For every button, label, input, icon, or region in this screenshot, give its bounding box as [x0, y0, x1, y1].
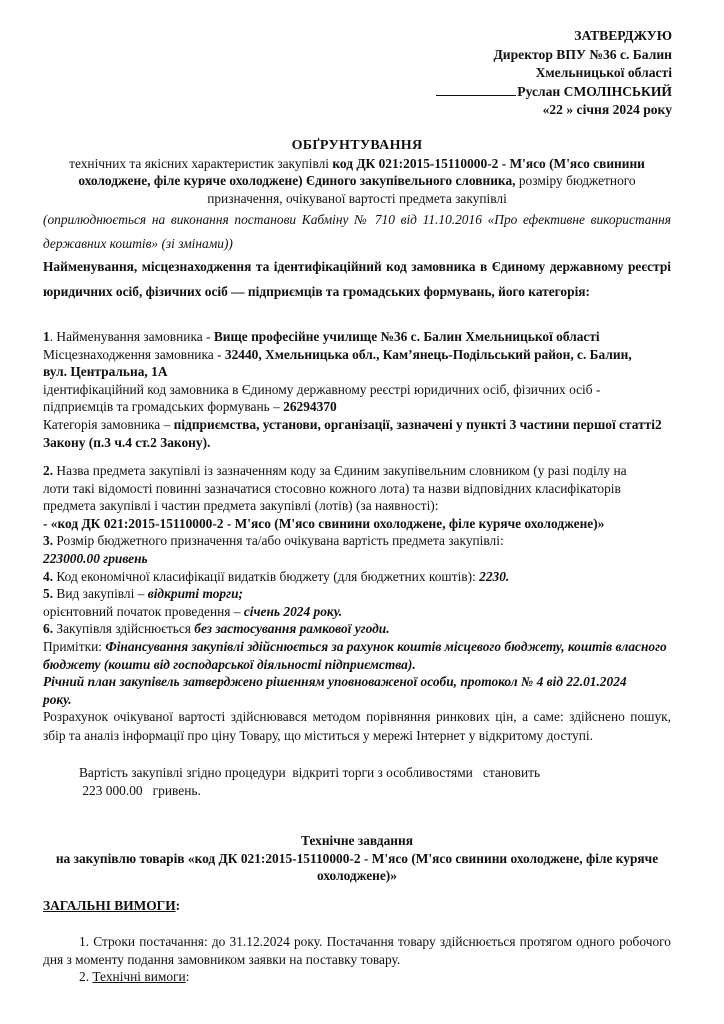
item-5	[43, 585, 671, 603]
item-number: 4.	[43, 568, 54, 584]
start-value: січень 2024 року.	[243, 603, 343, 619]
item-3	[43, 532, 671, 550]
item-number: 6.	[43, 621, 54, 637]
item-6	[43, 620, 671, 638]
economic-code: 2230.	[479, 568, 510, 584]
customer-category	[43, 416, 671, 451]
document-title: ОБҐРУНТУВАННЯ	[291, 138, 423, 153]
item-2	[43, 462, 655, 515]
approval-title: ЗАТВЕРДЖУЮ	[574, 28, 672, 43]
tech-spec-title: Технічне завдання	[301, 833, 413, 848]
document-header	[43, 137, 671, 207]
cost-line-1: Вартість закупівлі згідно процедури відкриті торги з особливостями становить	[79, 765, 541, 780]
start-date	[43, 603, 671, 621]
signature-line	[436, 83, 516, 96]
general-heading-text: ЗАГАЛЬНІ ВИМОГИ	[43, 898, 176, 913]
requirements-list	[43, 933, 671, 986]
general-heading-colon: :	[175, 898, 181, 913]
code-label: ідентифікаційний код замовника в Єдиному державному реєстрі юридичних осіб, фізичних осіб - підприємців та громадських формувань –	[43, 381, 601, 415]
cost-summary	[79, 764, 679, 799]
item-number: 5.	[43, 586, 54, 602]
subtitle-pre: технічних та якісних характеристик закупівлі	[69, 155, 333, 171]
general-requirements-heading	[43, 897, 671, 915]
framework-value: без застосування рамкової угоди.	[194, 621, 390, 637]
customer-code	[43, 381, 663, 416]
notes	[43, 638, 671, 673]
approval-block	[436, 27, 672, 120]
item-text: Закупівля здійснюється	[53, 621, 195, 637]
location-label: Місцезнаходження замовника -	[43, 346, 225, 362]
subtitle-post: розміру бюджетного призначення, очікуваної вартості предмета закупівлі	[207, 173, 636, 206]
approver-name: Руслан СМОЛІНСЬКИЙ	[517, 83, 672, 99]
requirement-2	[43, 968, 671, 986]
item-number: 1	[43, 329, 50, 344]
requirement-label: Технічні вимоги	[92, 969, 186, 985]
start-label: орієнтовний початок проведення –	[43, 603, 244, 619]
approval-position: Директор ВПУ №36 с. Балин	[493, 46, 672, 62]
approval-date: «22 » січня 2024 року	[542, 102, 672, 118]
category-label: Категорія замовника –	[43, 416, 174, 432]
notes-value: Фінансування закупівлі здійснюється за рахунок коштів місцевого бюджету, коштів власного бюджету (кошти від господарської діяльності підприємства).	[43, 638, 667, 672]
requirement-1: 1. Строки постачання: до 31.12.2024 року. Постачання товару здійснюється протягом одного робочого дня з моменту подання замовником заявки на поставку товару.	[43, 934, 671, 967]
cost-calculation: Розрахунок очікуваної вартості здійснювався методом порівняння ринкових цін, а саме: здійснено пошук, збір та аналіз інформації про ціну Товару, що міститься у мережі Інтернет у відкритому доступі.	[43, 709, 671, 743]
section-heading: Найменування, місцезнаходження та ідентифікаційний код замовника в Єдиному державному реєстрі юридичних осіб, фізичних осіб — підприємців та громадських формувань, його категорія:	[43, 259, 671, 299]
notes-label: Примітки:	[43, 638, 106, 654]
item-text: Вид закупівлі –	[53, 586, 148, 602]
tech-spec-subtitle: на закупівлю товарів «код ДК 021:2015-15110000-2 - М'ясо (М'ясо свинини охолоджене, філе куряче охолоджене)»	[55, 850, 659, 884]
subtitle-code: код ДК 021:2015-15110000-2 - М'ясо (М'ясо свинини охолоджене, філе куряче охолоджене) Єдиного закупівельного словника,	[78, 155, 645, 189]
item-text: Код економічної класифікації видатків бюджету (для бюджетних коштів):	[53, 568, 480, 584]
customer-info	[43, 328, 671, 451]
requirement-colon: :	[185, 969, 190, 985]
item-text: Розмір бюджетного призначення та/або очікувана вартість предмета закупівлі:	[53, 533, 504, 549]
code-value: 26294370	[283, 399, 337, 415]
item-text: Назва предмета закупівлі із зазначенням коду за Єдиним закупівельним словником (у разі поділу на лоти такі відомості повинні зазначатися стосовно кожного лота) та назви відповідних класифікаторів предмета закупівлі і частин предмета закупівлі (лотів) (за наявності):	[43, 463, 627, 514]
customer-name: Вище професійне училище №36 с. Балин Хмельницької області	[213, 329, 600, 344]
document-note: (оприлюднюється на виконання постанови Кабміну № 710 від 11.10.2016 «Про ефективне використання державних коштів» (зі змінами))	[43, 212, 671, 251]
annual-plan: Річний план закупівель затверджено рішенням уповноваженої особи, протокол № 4 від 22.01.2024 року.	[43, 674, 627, 707]
procurement-type: відкриті торги;	[147, 586, 243, 602]
cost-line-2: 223 000.00 гривень.	[79, 782, 201, 798]
document-subtitle	[43, 155, 671, 208]
approval-signature	[436, 83, 672, 102]
location-value: 32440, Хмельницька обл., Кам’янець-Подільський район, с. Балин, вул. Центральна, 1А	[43, 346, 632, 380]
requirement-number: 2.	[79, 969, 93, 985]
customer-location	[43, 346, 643, 381]
budget-value: 223000.00 гривень	[43, 550, 148, 566]
item-number: 3.	[43, 533, 54, 549]
category-value: підприємства, установи, організації, зазначені у пункті 3 частини першої статті2 Закону (п.3 ч.4 ст.2 Закону).	[43, 416, 662, 450]
procurement-details	[43, 462, 671, 745]
item-4	[43, 568, 671, 586]
approval-region: Хмельницької області	[535, 65, 672, 81]
item-label: . Найменування замовника -	[49, 329, 214, 344]
item-number: 2.	[43, 463, 54, 478]
procurement-subject: - «код ДК 021:2015-15110000-2 - М'ясо (М'ясо свинини охолоджене, філе куряче охолоджене)»	[43, 515, 605, 531]
item-1	[43, 328, 671, 346]
tech-spec-header	[43, 832, 671, 885]
